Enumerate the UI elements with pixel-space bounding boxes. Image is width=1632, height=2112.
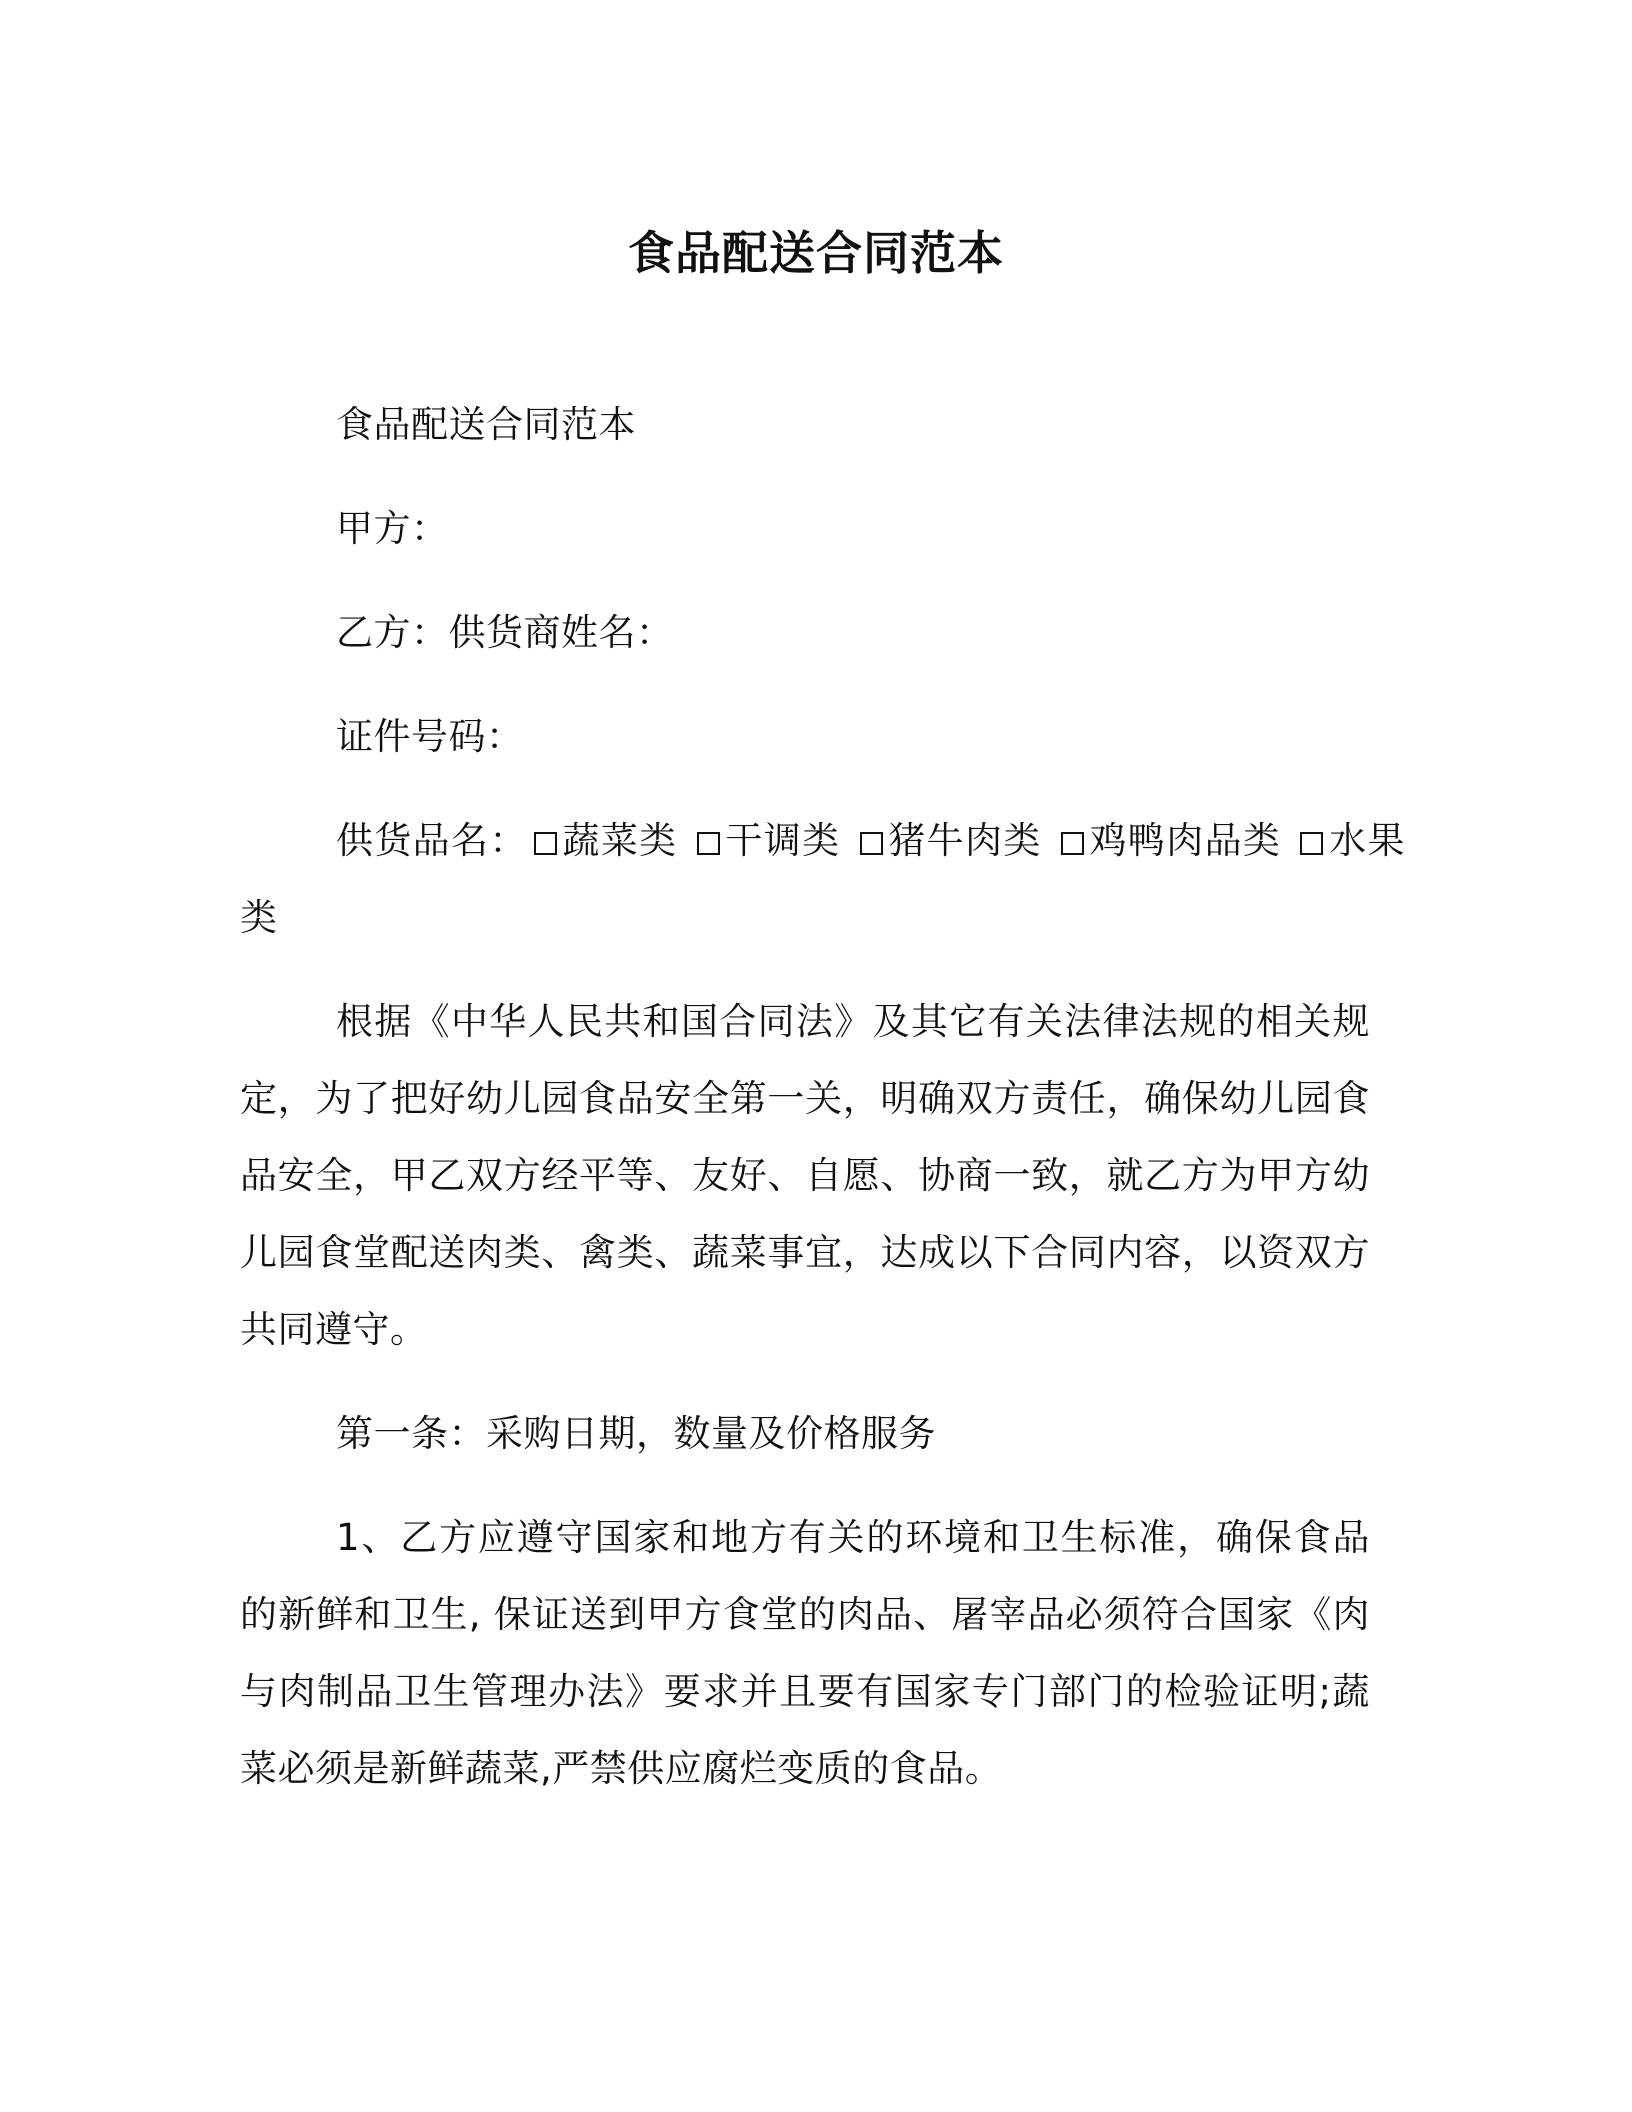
goods-option-label: 鸡鸭肉品类 [1088, 819, 1282, 862]
party-a-line: 甲方： [336, 507, 449, 550]
checkbox-icon[interactable] [697, 832, 720, 855]
checkbox-icon[interactable] [1300, 832, 1323, 855]
goods-line [240, 802, 1405, 956]
party-b-line: 乙方：供货商姓名： [336, 611, 674, 654]
goods-option-label: 猪牛肉类 [887, 819, 1042, 862]
document-body [240, 386, 1406, 1834]
goods-option-label: 干调类 [724, 819, 841, 862]
goods-option [528, 819, 678, 862]
checkbox-icon[interactable] [860, 832, 883, 855]
checkbox-icon[interactable] [534, 832, 557, 855]
id-number-line: 证件号码： [336, 715, 524, 758]
checkbox-icon[interactable] [1061, 832, 1084, 855]
article1-clause1: 1、乙方应遵守国家和地方有关的环境和卫生标准，确保食品的新鲜和卫生, 保证送到甲方食堂的肉品、屠宰品必须符合国家《肉与肉制品卫生管理办法》要求并且要有国家专门部门的检验证明;蔬菜必须是新鲜蔬菜,严禁供应腐烂变质的食品。 [240, 1516, 1370, 1790]
preamble-paragraph: 根据《中华人民共和国合同法》及其它有关法律法规的相关规定，为了把好幼儿园食品安全第一关，明确双方责任，确保幼儿园食品安全，甲乙双方经平等、友好、自愿、协商一致，就乙方为甲方幼儿园食堂配送肉类、禽类、蔬菜事宜，达成以下合同内容，以资双方共同遵守。 [240, 1000, 1370, 1351]
subtitle: 食品配送合同范本 [336, 403, 636, 446]
goods-option [854, 819, 1042, 862]
article1-heading: 第一条：采购日期，数量及价格服务 [336, 1412, 936, 1455]
goods-label: 供货品名： [336, 819, 528, 862]
goods-option-label: 蔬菜类 [561, 819, 678, 862]
goods-option [1055, 819, 1282, 862]
goods-option [691, 819, 841, 862]
document-title: 食品配送合同范本 [628, 226, 1004, 280]
goods-option-label: 水果类 [240, 819, 1406, 939]
